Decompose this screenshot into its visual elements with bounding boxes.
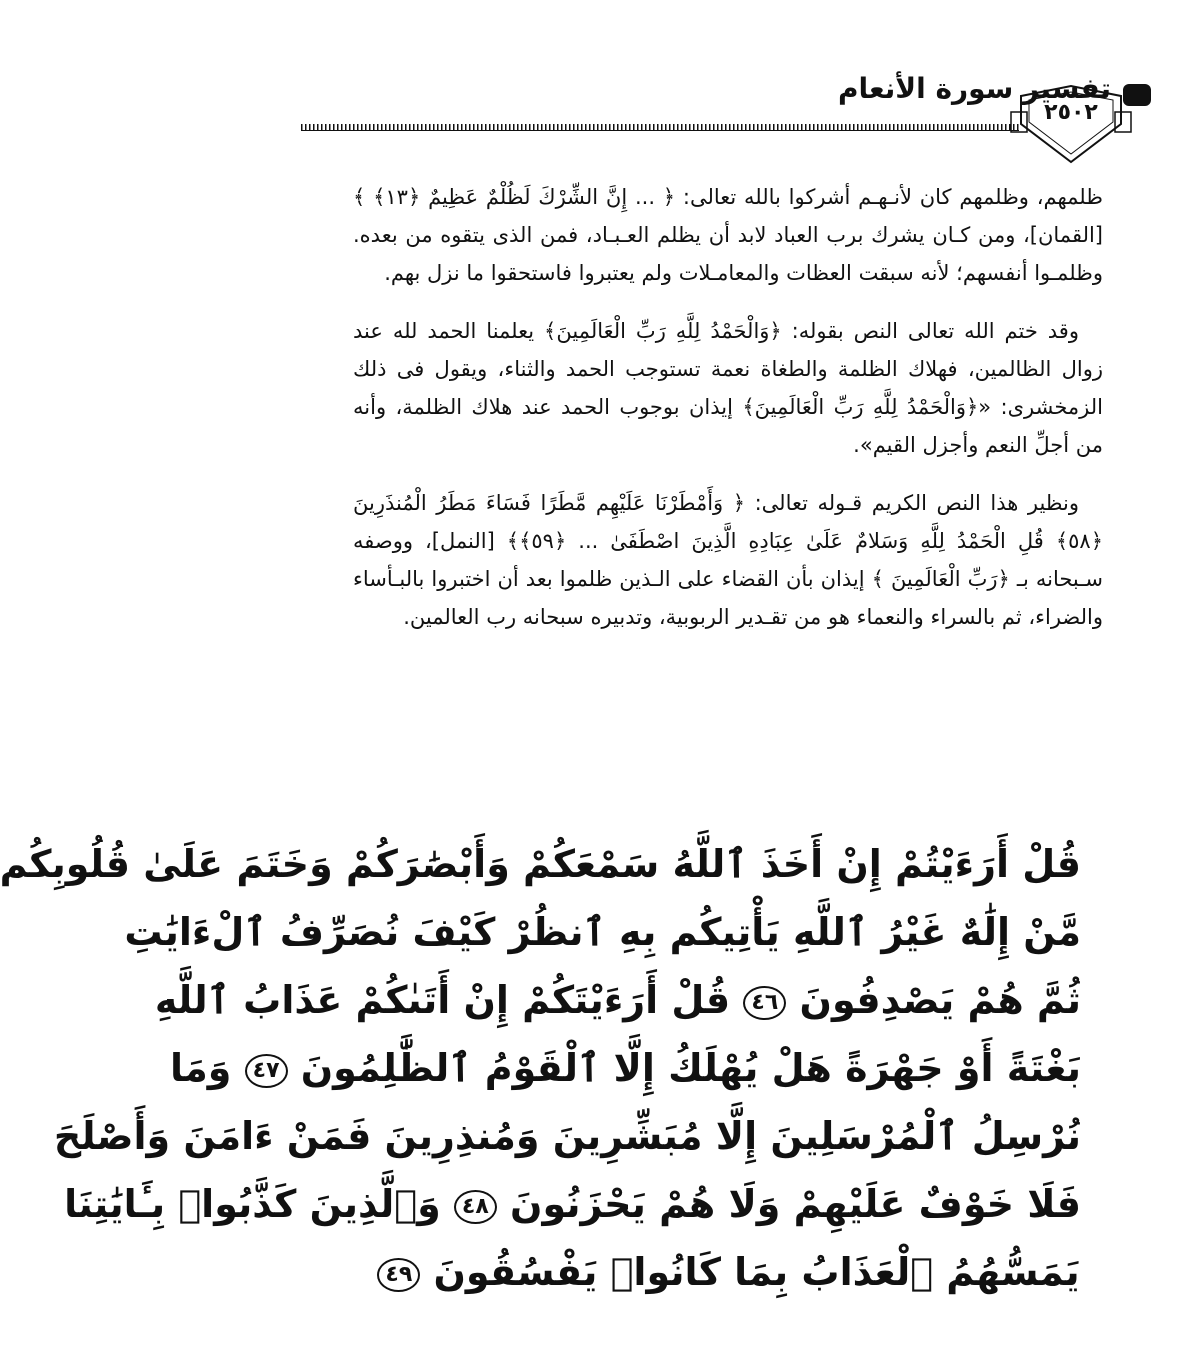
verse-text: قُلْ أَرَءَيْتَكُمْ إِنْ أَتَىٰكُمْ عَذَابُ ٱللَّهِ bbox=[154, 978, 731, 1022]
paragraph: ونظير هذا النص الكريم قـوله تعالى: ﴿ وَأَمْطَرْنَا عَلَيْهِم مَّطَرًا فَسَاءَ مَطَرُ الْمُنذَرِينَ ﴿٥٨﴾ قُلِ الْحَمْدُ لِلَّهِ وَسَلامٌ عَلَىٰ عِبَادِهِ الَّذِينَ اصْطَفَىٰ ... ﴿٥٩﴾﴾ [النمل]، ووصفه سـبحانه بـ ﴿رَبِّ الْعَالَمِينَ ﴾ إيذان بأن القضاء على الـذين ظلموا بعد أن اختبروا بالبـأساء والضراء، ثم بالسراء والنعماء هو من تقـدير الربوبية، وتدبيره سبحانه رب العالمين. bbox=[353, 491, 1104, 629]
verse-text: وَٱلَّذِينَ كَذَّبُوا۟ بِـَٔايَٰتِنَا bbox=[64, 1182, 441, 1226]
decorative-ornament-icon bbox=[1123, 84, 1151, 106]
ayah-number-marker: ٤٨ bbox=[454, 1190, 497, 1224]
commentary-text bbox=[353, 178, 1103, 656]
paragraph: ظلمهم، وظلمهم كان لأنـهـم أشركوا بالله تعالى: ﴿ ... إِنَّ الشِّرْكَ لَظُلْمٌ عَظِيمٌ ﴿١٣﴾ ﴾ [القمان]، ومن كـان يشرك برب العباد لابد أن يظلم العـبـاد، فمن الذى يتقوه من بعده. وظلمـوا أنفسهم؛ لأنه سبقت العظات والمعامـلات ولم يعتبروا فاستحقوا ما نزل بهم. bbox=[353, 185, 1103, 285]
quran-line bbox=[154, 966, 1081, 1034]
verse-text: قُلْ أَرَءَيْتُمْ إِنْ أَخَذَ ٱللَّهُ سَمْعَكُمْ وَأَبْصَٰرَكُمْ وَخَتَمَ عَلَىٰ قُلُوبِكُم bbox=[0, 842, 1081, 886]
paragraph: وقد ختم الله تعالى النص بقوله: ﴿وَالْحَمْدُ لِلَّهِ رَبِّ الْعَالَمِينَ﴾ يعلمنا الحمد لله عند زوال الظالمين، فهلاك الظلمة والطغاة نعمة تستوجب الحمد والثناء، ويقول فى ذلك الزمخشرى: «﴿وَالْحَمْدُ لِلَّهِ رَبِّ الْعَالَمِينَ﴾ إيذان بوجوب الحمد عند هلاك الظلمة، وأنه من أجلِّ النعم وأجزل القيم». bbox=[353, 319, 1103, 457]
verse-text: يَمَسُّهُمُ ٱلْعَذَابُ بِمَا كَانُوا۟ يَفْسُقُونَ bbox=[433, 1250, 1080, 1294]
verse-text: بَغْتَةً أَوْ جَهْرَةً هَلْ يُهْلَكُ إِلَّا ٱلْقَوْمُ ٱلظَّٰلِمُونَ bbox=[300, 1046, 1081, 1090]
page-title: تفسير سورة الأنعام bbox=[837, 72, 1111, 105]
ayah-number-marker: ٤٧ bbox=[245, 1054, 288, 1088]
header-rule bbox=[301, 124, 1019, 131]
quran-line bbox=[64, 1170, 1081, 1238]
verse-text: وَمَا bbox=[169, 1046, 232, 1090]
verse-text: نُرْسِلُ ٱلْمُرْسَلِينَ إِلَّا مُبَشِّرِينَ وَمُنذِرِينَ فَمَنْ ءَامَنَ وَأَصْلَحَ bbox=[53, 1114, 1081, 1158]
ayah-number-marker: ٤٩ bbox=[377, 1258, 420, 1292]
ayah-number-marker: ٤٦ bbox=[743, 986, 786, 1020]
page-header bbox=[301, 70, 1151, 170]
verse-text: مَّنْ إِلَٰهٌ غَيْرُ ٱللَّهِ يَأْتِيكُم بِهِ ٱنظُرْ كَيْفَ نُصَرِّفُ ٱلْءَايَٰتِ bbox=[124, 910, 1081, 954]
quran-line bbox=[53, 1102, 1081, 1170]
quran-line bbox=[169, 1034, 1081, 1102]
quran-line bbox=[0, 830, 1081, 898]
quran-verses bbox=[0, 830, 1081, 1306]
quran-line bbox=[124, 898, 1081, 966]
quran-line bbox=[376, 1238, 1081, 1306]
verse-text: ثُمَّ هُمْ يَصْدِفُونَ bbox=[799, 978, 1081, 1022]
verse-text: فَلَا خَوْفٌ عَلَيْهِمْ وَلَا هُمْ يَحْزَنُونَ bbox=[510, 1182, 1081, 1226]
page-number: ٢٥٠٢ bbox=[1044, 100, 1098, 125]
